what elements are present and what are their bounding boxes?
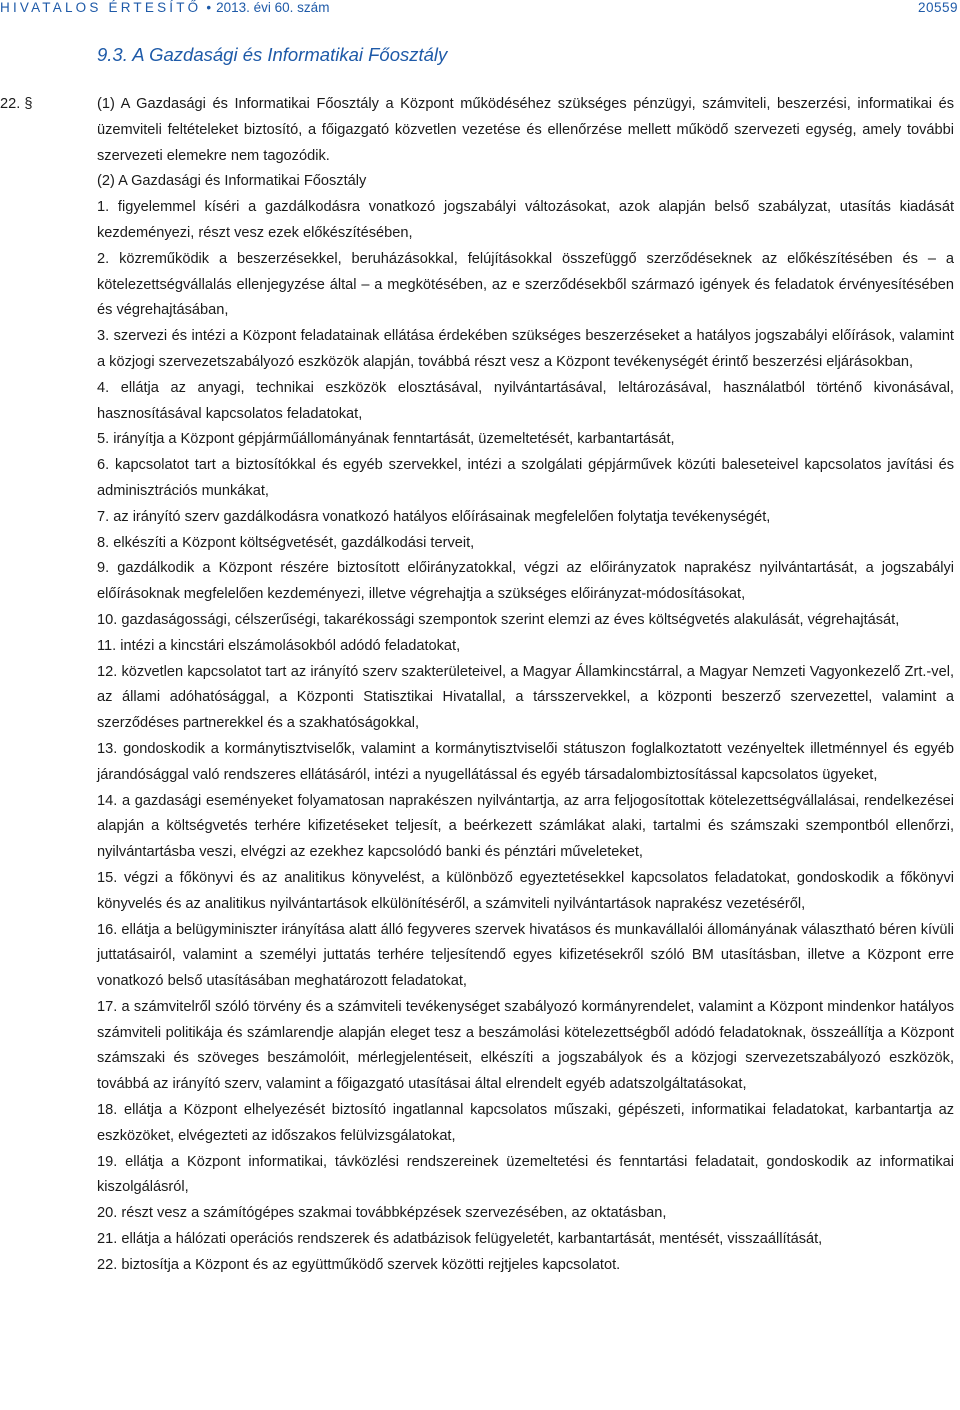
header-left	[0, 0, 329, 16]
header-bullet: •	[206, 0, 212, 15]
list-item-19: 19. ellátja a Központ informatikai, távközlési rendszereinek üzemeltetési és fenntartási feladatait, gondoskodik az informatikai kiszolgálásról,	[97, 1153, 954, 1196]
list-item-16: 16. ellátja a belügyminiszter irányítása alatt álló fegyveres szervek hivatásos és munkavállalói állományának választható béren kívüli juttatásairól, valamint a személyi juttatás terhére teljesítendő egyes kifizetésekről szóló BM utasításban, illetve a Központ erre vonatkozó belső utasításában meghatározott feladatokat,	[97, 921, 954, 990]
list-item-7: 7. az irányító szerv gazdálkodásra vonatkozó hatályos előírásainak megfelelően folytatja tevékenységét,	[97, 508, 771, 525]
page-number: 20559	[917, 0, 958, 15]
list-item-14: 14. a gazdasági eseményeket folyamatosan naprakészen nyilvántartja, az arra feljogosítottak kötelezettségvállalásai, rendelkezései alapján a költségvetés terhére kifizetéseket teljesít, a beérkezett számlákat alaki, tartalmi és számszaki szempontból ellenőrzi, nyilvántartásba veszi, elvégzi az ezekhez kapcsolódó banki és pénztári műveleteket,	[97, 792, 954, 861]
list-item-17: 17. a számvitelről szóló törvény és a számviteli tevékenységet szabályozó kormányrendelet, valamint a Központ mindenkor hatályos számviteli politikája és számlarendje alapján eleget tesz a beszámolási kötelezettségből adódó feladatoknak, összeállítja a Központ számszaki és szöveges beszámolóit, mérlegjelentéseit, elkészíti a jogszabályok és a közjogi szervezetszabályozó eszközök, továbbá az irányító szerv, valamint a főigazgató utasításai által elrendelt egyéb adatszolgáltatásokat,	[97, 998, 954, 1093]
list-item-2: 2. közreműködik a beszerzésekkel, beruházásokkal, felújításokkal összefüggő szerződéseknek az előkészítésében és – a kötelezettségvállalás ellenjegyzése által – a megkötésében, az e szerződésekből származó igények és feladatok érvényesítésében és végrehajtásában,	[97, 250, 954, 319]
list-item-11: 11. intézi a kincstári elszámolásokból adódó feladatokat,	[97, 637, 461, 654]
section-number-text: 22.	[0, 96, 21, 112]
page-header	[0, 0, 960, 20]
list-item-21: 21. ellátja a hálózati operációs rendszerek és adatbázisok felügyeletét, karbantartását, mentését, visszaállítását,	[97, 1231, 823, 1248]
list-item-6: 6. kapcsolatot tart a biztosítókkal és egyéb szervekkel, intézi a szolgálati gépjárművek közúti baleseteivel kapcsolatos javítási és adminisztrációs munkákat,	[97, 457, 954, 499]
paragraph-1	[0, 92, 954, 169]
section-symbol: §	[24, 96, 33, 112]
list-item-5: 5. irányítja a Központ gépjárműállományának fenntartását, üzemeltetését, karbantartását,	[97, 431, 675, 448]
paragraph-2: (2) A Gazdasági és Informatikai Főosztály	[97, 173, 367, 190]
list-item-1: 1. figyelemmel kíséri a gazdálkodásra vonatkozó jogszabályi változásokat, azok alapján belső szabályzat, utasítás kiadását kezdeményezi, részt vesz ezek előkészítésében,	[97, 199, 954, 241]
list-item-22: 22. biztosítja a Központ és az együttműködő szervek közötti rejtjeles kapcsolatot.	[97, 1256, 621, 1273]
document-body	[0, 92, 960, 1279]
list-item-15: 15. végzi a főkönyvi és az analitikus könyvelést, a különböző egyeztetésekkel kapcsolatos feladatokat, gondoskodik a főkönyvi könyvelés és az analitikus nyilvántartások elkülönítéséről, a számviteli nyilvántartások naprakész vezetéséről,	[97, 869, 954, 912]
issue-label: 2013. évi 60. szám	[216, 0, 330, 15]
list-item-18: 18. ellátja a Központ elhelyezését biztosító ingatlannal kapcsolatos műszaki, gépészeti, informatikai feladatokat, karbantartja az eszközöket, elvégezteti az időszakos felülvizsgálatokat,	[97, 1102, 954, 1144]
list-item-13: 13. gondoskodik a kormánytisztviselők, valamint a kormánytisztviselői státuszon foglalkoztatott vezényeltek illetménnyel és egyéb járandósággal való rendszeres ellátásáról, intézi a nyugellátással és egyéb társadalombiztosítással kapcsolatos ügyeket,	[97, 740, 954, 783]
list-item-9: 9. gazdálkodik a Központ részére biztosított előirányzatokkal, végzi az előirányzatok naprakész nyilvántartását, a jogszabályi előírásoknak megfelelően kezdeményezi, illetve végrehajtja a szükséges előirányzat-módosításokat,	[97, 560, 954, 603]
section-number	[0, 92, 32, 118]
list-item-12: 12. közvetlen kapcsolatot tart az irányító szerv szakterületeivel, a Magyar Államkincstárral, a Magyar Nemzeti Vagyonkezelő Zrt.-vel, az állami adóhatósággal, a Központi Statisztikai Hivatallal, a társszervekkel, a központi beszerző szervezettel, valamint a szerződéses partnerekkel és a szakhatóságokkal,	[97, 663, 954, 732]
section-title: 9.3. A Gazdasági és Informatikai Főosztály	[97, 44, 448, 65]
paragraph-text: (1) A Gazdasági és Informatikai Főosztály a Központ működéséhez szükséges pénzügyi, számviteli, beszerzési, informatikai és üzemviteli feltételeket biztosító, a főigazgató közvetlen vezetése és ellenőrzése mellett működő szervezeti egység, amely további szervezeti elemekre nem tagozódik.	[97, 96, 954, 164]
list-item-8: 8. elkészíti a Központ költségvetését, gazdálkodási terveit,	[97, 534, 475, 551]
list-item-20: 20. részt vesz a számítógépes szakmai továbbképzések szervezésében, az oktatásban,	[97, 1205, 667, 1222]
list-item-4: 4. ellátja az anyagi, technikai eszközök elosztásával, nyilvántartásával, leltározásával, használatból történő kivonásával, hasznosításával kapcsolatos feladatokat,	[97, 379, 954, 422]
list-item-10: 10. gazdaságossági, célszerűségi, takarékossági szempontok szerint elemzi az éves költségvetés alakulását, végrehajtását,	[97, 611, 900, 628]
masthead: HIVATALOS ÉRTESÍTŐ	[0, 0, 202, 15]
list-item-3: 3. szervezi és intézi a Központ feladatainak ellátása érdekében szükséges beszerzéseket a hatályos jogszabályi előírások, valamint a közjogi szervezetszabályozó eszközök alapján, továbbá részt vesz a Központ tevékenységét érintő beszerzési eljárásokban,	[97, 328, 954, 370]
